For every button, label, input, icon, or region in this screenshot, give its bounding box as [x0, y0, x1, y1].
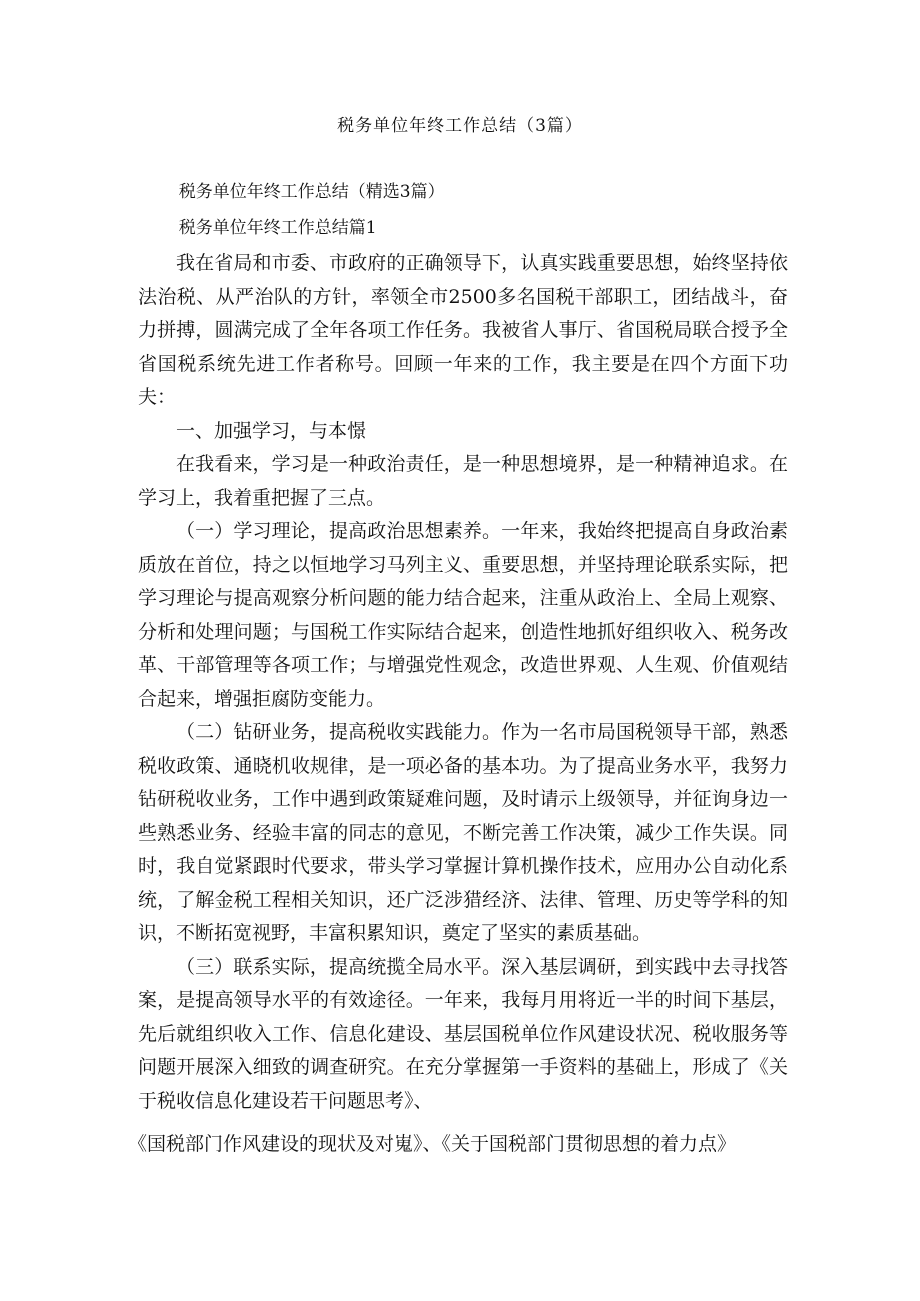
paragraph-business: （二）钻研业务，提高税收实践能力。作为一名市局国税领导干部，熟悉税收政策、通晓机收规律，是一项必备的基本功。为了提高业务水平，我努力钻研税收业务，工作中遇到政策疑难问题，及时请示上级领导，并征询身边一些熟悉业务、经验丰富的同志的意见，不断完善工作决策，减少工作失误。同时，我自觉紧跟时代要求，带头学习掌握计算机操作技术，应用办公自动化系统，了解金税工程相关知识，还广泛涉猎经济、法律、管理、历史等学科的知识，不断拓宽视野，丰富积累知识，奠定了坚实的素质基础。 — [138, 721, 788, 944]
section-heading: 税务单位年终工作总结篇1 — [178, 217, 377, 238]
paragraph-intro: 我在省局和市委、市政府的正确领导下，认真实践重要思想，始终坚持依法治税、从严治队的方针，率领全市2500多名国税干部职工，团结战斗，奋力拼搏，圆满完成了全年各项工作任务。我被省人事厅、省国税局联合授予全省国税系统先进工作者称号。回顾一年来的工作，我主要是在四个方面下功夫： — [138, 252, 788, 408]
paragraph-study: 在我看来，学习是一种政治责任，是一种思想境界，是一种精神追求。在学习上，我着重把握了三点。 — [138, 453, 788, 509]
document-body — [138, 176, 788, 1118]
paragraph-heading-one: 一、加强学习，与本憬 — [176, 419, 367, 442]
paragraph-last-line: 《国税部门作风建设的现状及对嵬》、《关于国税部门贯彻思想的着力点》 — [128, 1133, 737, 1155]
paragraph-practice: （三）联系实际，提高统揽全局水平。深入基层调研，到实践中去寻找答案，是提高领导水平的有效途径。一年来，我每月用将近一半的时间下基层，先后就组织收入工作、信息化建设、基层国税单位作风建设状况、税收服务等问题开展深入细致的调查研究。在充分掌握第一手资料的基础上，形成了《关于税收信息化建设若干问题思考》、 — [138, 955, 788, 1112]
paragraph-theory: （一）学习理论，提高政治思想素养。一年来，我始终把提高自身政治素质放在首位，持之以恒地学习马列主义、重要思想，并坚持理论联系实际，把学习理论与提高观察分析问题的能力结合起来，注重从政治上、全局上观察、分析和处理问题；与国税工作实际结合起来，创造性地抓好组织收入、税务改革、干部管理等各项工作；与增强党性观念，改造世界观、人生观、价值观结合起来，增强拒腐防变能力。 — [138, 520, 788, 710]
document-title: 税务单位年终工作总结（3篇） — [337, 116, 583, 136]
document-subtitle: 税务单位年终工作总结（精选3篇） — [178, 182, 445, 202]
